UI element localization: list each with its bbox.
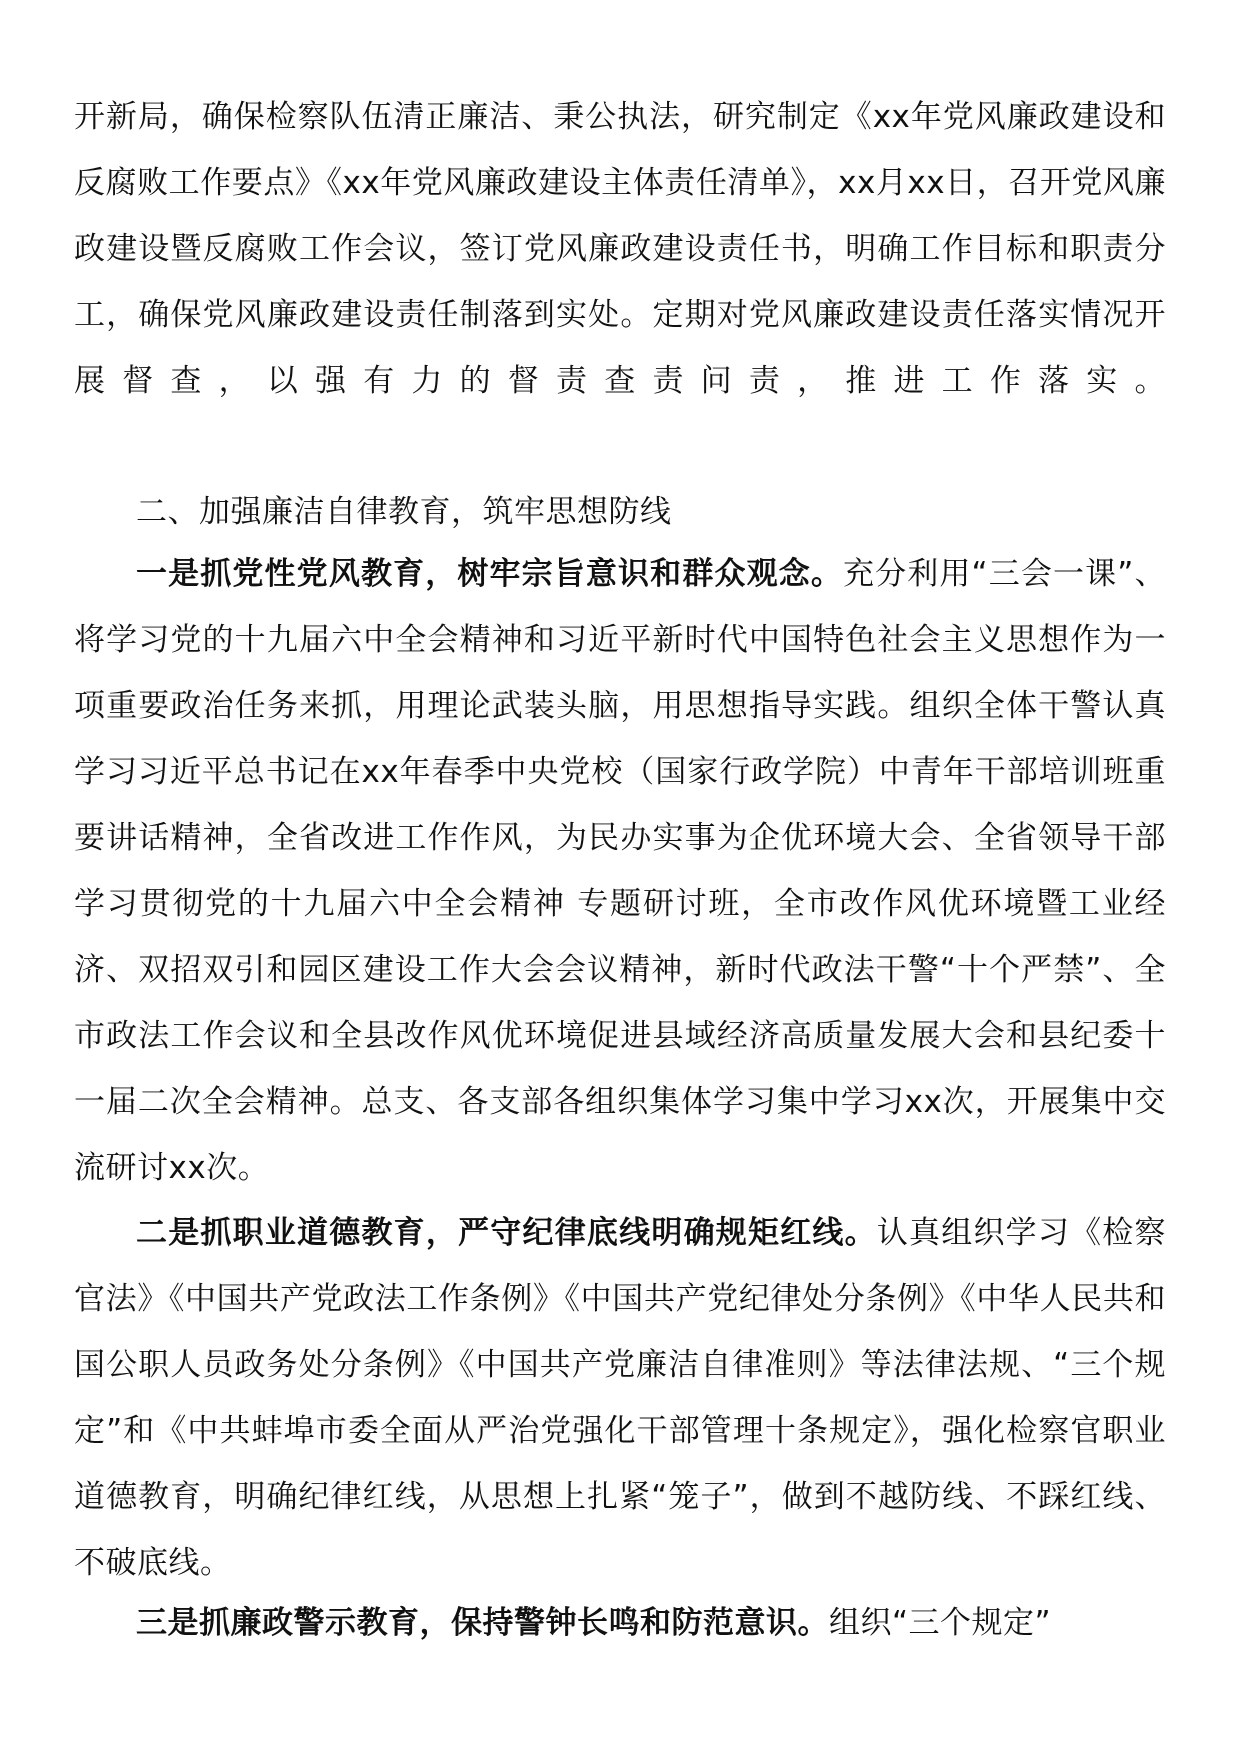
section-heading-2-text: 二、加强廉洁自律教育，筑牢思想防线 bbox=[136, 494, 672, 530]
section-heading-2 bbox=[74, 479, 1166, 545]
paragraph-4-lead: 三是抓廉政警示教育，保持警钟长鸣和防范意识。 bbox=[136, 1605, 829, 1641]
paragraph-4 bbox=[74, 1590, 1166, 1656]
paragraph-2 bbox=[74, 541, 1166, 1201]
paragraph-3-lead: 二是抓职业道德教育，严守纪律底线明确规矩红线。 bbox=[136, 1215, 877, 1251]
paragraph-3-body: 认真组织学习《检察官法》《中国共产党政法工作条例》《中国共产党纪律处分条例》《中华人民共和国公职人员政务处分条例》《中国共产党廉洁自律准则》等法律法规、“三个规定”和《中共蚌埠市委全面从严治党强化干部管理十条规定》，强化检察官职业道德教育，明确纪律红线，从思想上扎紧“笼子”，做到不越防线、不踩红线、不破底线。 bbox=[74, 1215, 1167, 1581]
paragraph-1 bbox=[74, 84, 1166, 414]
paragraph-2-lead: 一是抓党性党风教育，树牢宗旨意识和群众观念。 bbox=[136, 556, 844, 592]
paragraph-1-text: 开新局，确保检察队伍清正廉洁、秉公执法，研究制定《xx年党风廉政建设和反腐败工作要点》《xx年党风廉政建设主体责任清单》，xx月xx日，召开党风廉政建设暨反腐败工作会议，签订党风廉政建设责任书，明确工作目标和职责分工，确保党风廉政建设责任制落到实处。定期对党风廉政建设责任落实情况开展督查，以强有力的督责查责问责，推进工作落实。 bbox=[74, 99, 1166, 399]
paragraph-2-body: 充分利用“三会一课”、将学习党的十九届六中全会精神和习近平新时代中国特色社会主义思想作为一项重要政治任务来抓，用理论武装头脑，用思想指导实践。组织全体干警认真学习习近平总书记在xx年春季中央党校（国家行政学院）中青年干部培训班重要讲话精神，全省改进工作作风，为民办实事为企优环境大会、全省领导干部学习贯彻党的十九届六中全会精神 专题研讨班，全市改作风优环境暨工业经济、双招双引和园区建设工作大会会议精神，新时代政法干警“十个严禁”、全市政法工作会议和全县改作风优环境促进县域经济高质量发展大会和县纪委十一届二次全会精神。总支、各支部各组织集体学习集中学习xx次，开展集中交流研讨xx次。 bbox=[74, 556, 1167, 1186]
paragraph-3 bbox=[74, 1200, 1166, 1596]
paragraph-4-body: 组织“三个规定” bbox=[829, 1605, 1052, 1641]
